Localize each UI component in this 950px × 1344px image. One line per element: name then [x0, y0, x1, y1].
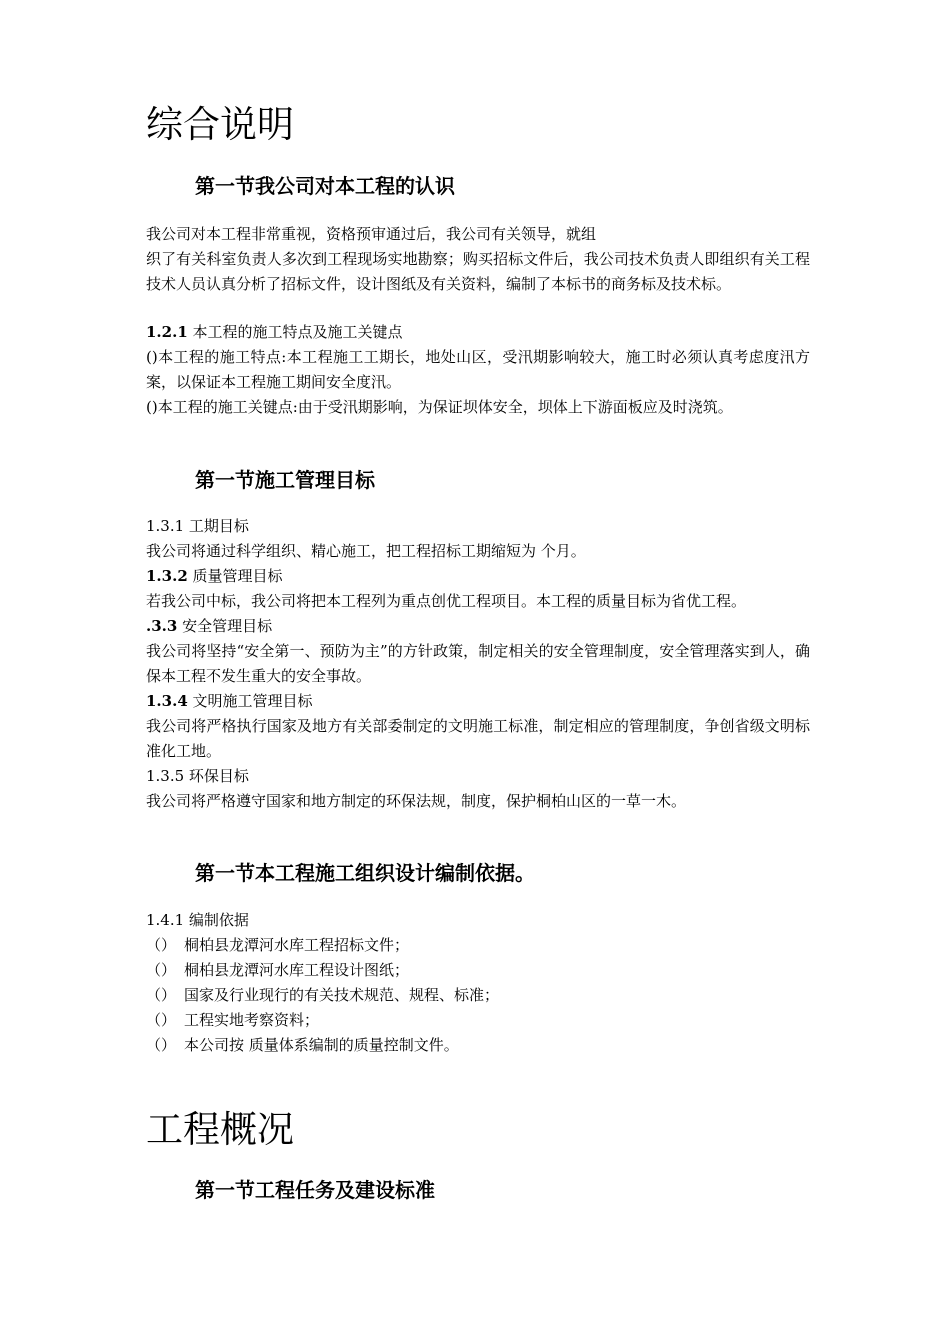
list-marker: （） — [146, 961, 177, 979]
subheading-1-3-1: 1.3.1 工期目标 — [146, 517, 249, 535]
paragraph-environmental-goal: 我公司将严格遵守国家和地方制定的环保法规，制度，保护桐柏山区的一草一木。 — [146, 792, 687, 810]
paragraph-schedule-goal: 我公司将通过科学组织、精心施工，把工程招标工期缩短为 个月。 — [146, 542, 586, 560]
paragraph-quality-goal: 若我公司中标，我公司将把本工程列为重点创优工程项目。本工程的质量目标为省优工程。 — [146, 592, 747, 610]
list-item — [146, 983, 499, 1008]
list-item — [146, 933, 409, 958]
heading-project-overview: 工程概况 — [146, 1108, 294, 1151]
paragraph-safety-goal: 我公司将坚持“安全第一、预防为主”的方针政策，制定相关的安全管理制度，安全管理落实到人，确保本工程不发生重大的安全事故。 — [146, 642, 810, 685]
section-heading-basis: 第一节本工程施工组织设计编制依据。 — [195, 861, 535, 885]
subheading-number: .3.3 — [146, 617, 178, 635]
subheading-text: 文明施工管理目标 — [192, 692, 313, 710]
heading-comprehensive-description: 综合说明 — [146, 103, 294, 146]
list-marker: （） — [146, 986, 177, 1004]
section-heading-understanding: 第一节我公司对本工程的认识 — [195, 174, 455, 198]
paragraph-civilized-construction-goal: 我公司将严格执行国家及地方有关部委制定的文明施工标准，制定相应的管理制度，争创省级文明标准化工地。 — [146, 717, 810, 760]
subheading-text: 质量管理目标 — [192, 567, 283, 585]
subheading-number: 1.3.4 — [146, 692, 188, 710]
subheading-1-4-1: 1.4.1 编制依据 — [146, 911, 249, 929]
subheading-text: 安全管理目标 — [182, 617, 273, 635]
list-marker: （） — [146, 936, 177, 954]
subheading-number: 1.2.1 — [146, 323, 188, 341]
list-item — [146, 958, 409, 983]
subheading-1-3-2 — [146, 564, 810, 589]
paragraph-intro-line1: 我公司对本工程非常重视，资格预审通过后，我公司有关领导，就组 — [146, 225, 597, 243]
list-item-text: 工程实地考察资料； — [184, 1011, 320, 1029]
subheading-1-3-4 — [146, 689, 810, 714]
list-marker: （） — [146, 1011, 177, 1029]
paragraph-construction-features: ()本工程的施工特点:本工程施工工期长，地处山区，受汛期影响较大，施工时必须认真考虑度汛方案，以保证本工程施工期间安全度汛。 — [146, 348, 810, 391]
subheading-1-2-1 — [146, 320, 810, 345]
paragraph-construction-key-points: ()本工程的施工关键点:由于受汛期影响，为保证坝体安全，坝体上下游面板应及时浇筑。 — [146, 398, 733, 416]
list-item-text: 桐柏县龙潭河水库工程设计图纸； — [184, 961, 410, 979]
list-item-text: 桐柏县龙潭河水库工程招标文件； — [184, 936, 410, 954]
subheading-number: 1.3.2 — [146, 567, 188, 585]
list-item — [146, 1008, 319, 1033]
list-item-text: 本公司按 质量体系编制的质量控制文件。 — [184, 1036, 459, 1054]
list-marker: （） — [146, 1036, 177, 1054]
section-heading-management-goals: 第一节施工管理目标 — [195, 468, 375, 492]
subheading-text: 本工程的施工特点及施工关键点 — [192, 323, 403, 341]
list-item — [146, 1033, 459, 1058]
list-item-text: 国家及行业现行的有关技术规范、规程、标准； — [184, 986, 500, 1004]
subheading-1-3-5: 1.3.5 环保目标 — [146, 767, 249, 785]
subheading-1-3-3 — [146, 614, 810, 639]
section-heading-tasks-standards: 第一节工程任务及建设标准 — [195, 1178, 435, 1202]
paragraph-intro-body: 织了有关科室负责人多次到工程现场实地勘察；购买招标文件后，我公司技术负责人即组织有关工程技术人员认真分析了招标文件，设计图纸及有关资料，编制了本标书的商务标及技术标。 — [146, 250, 810, 293]
